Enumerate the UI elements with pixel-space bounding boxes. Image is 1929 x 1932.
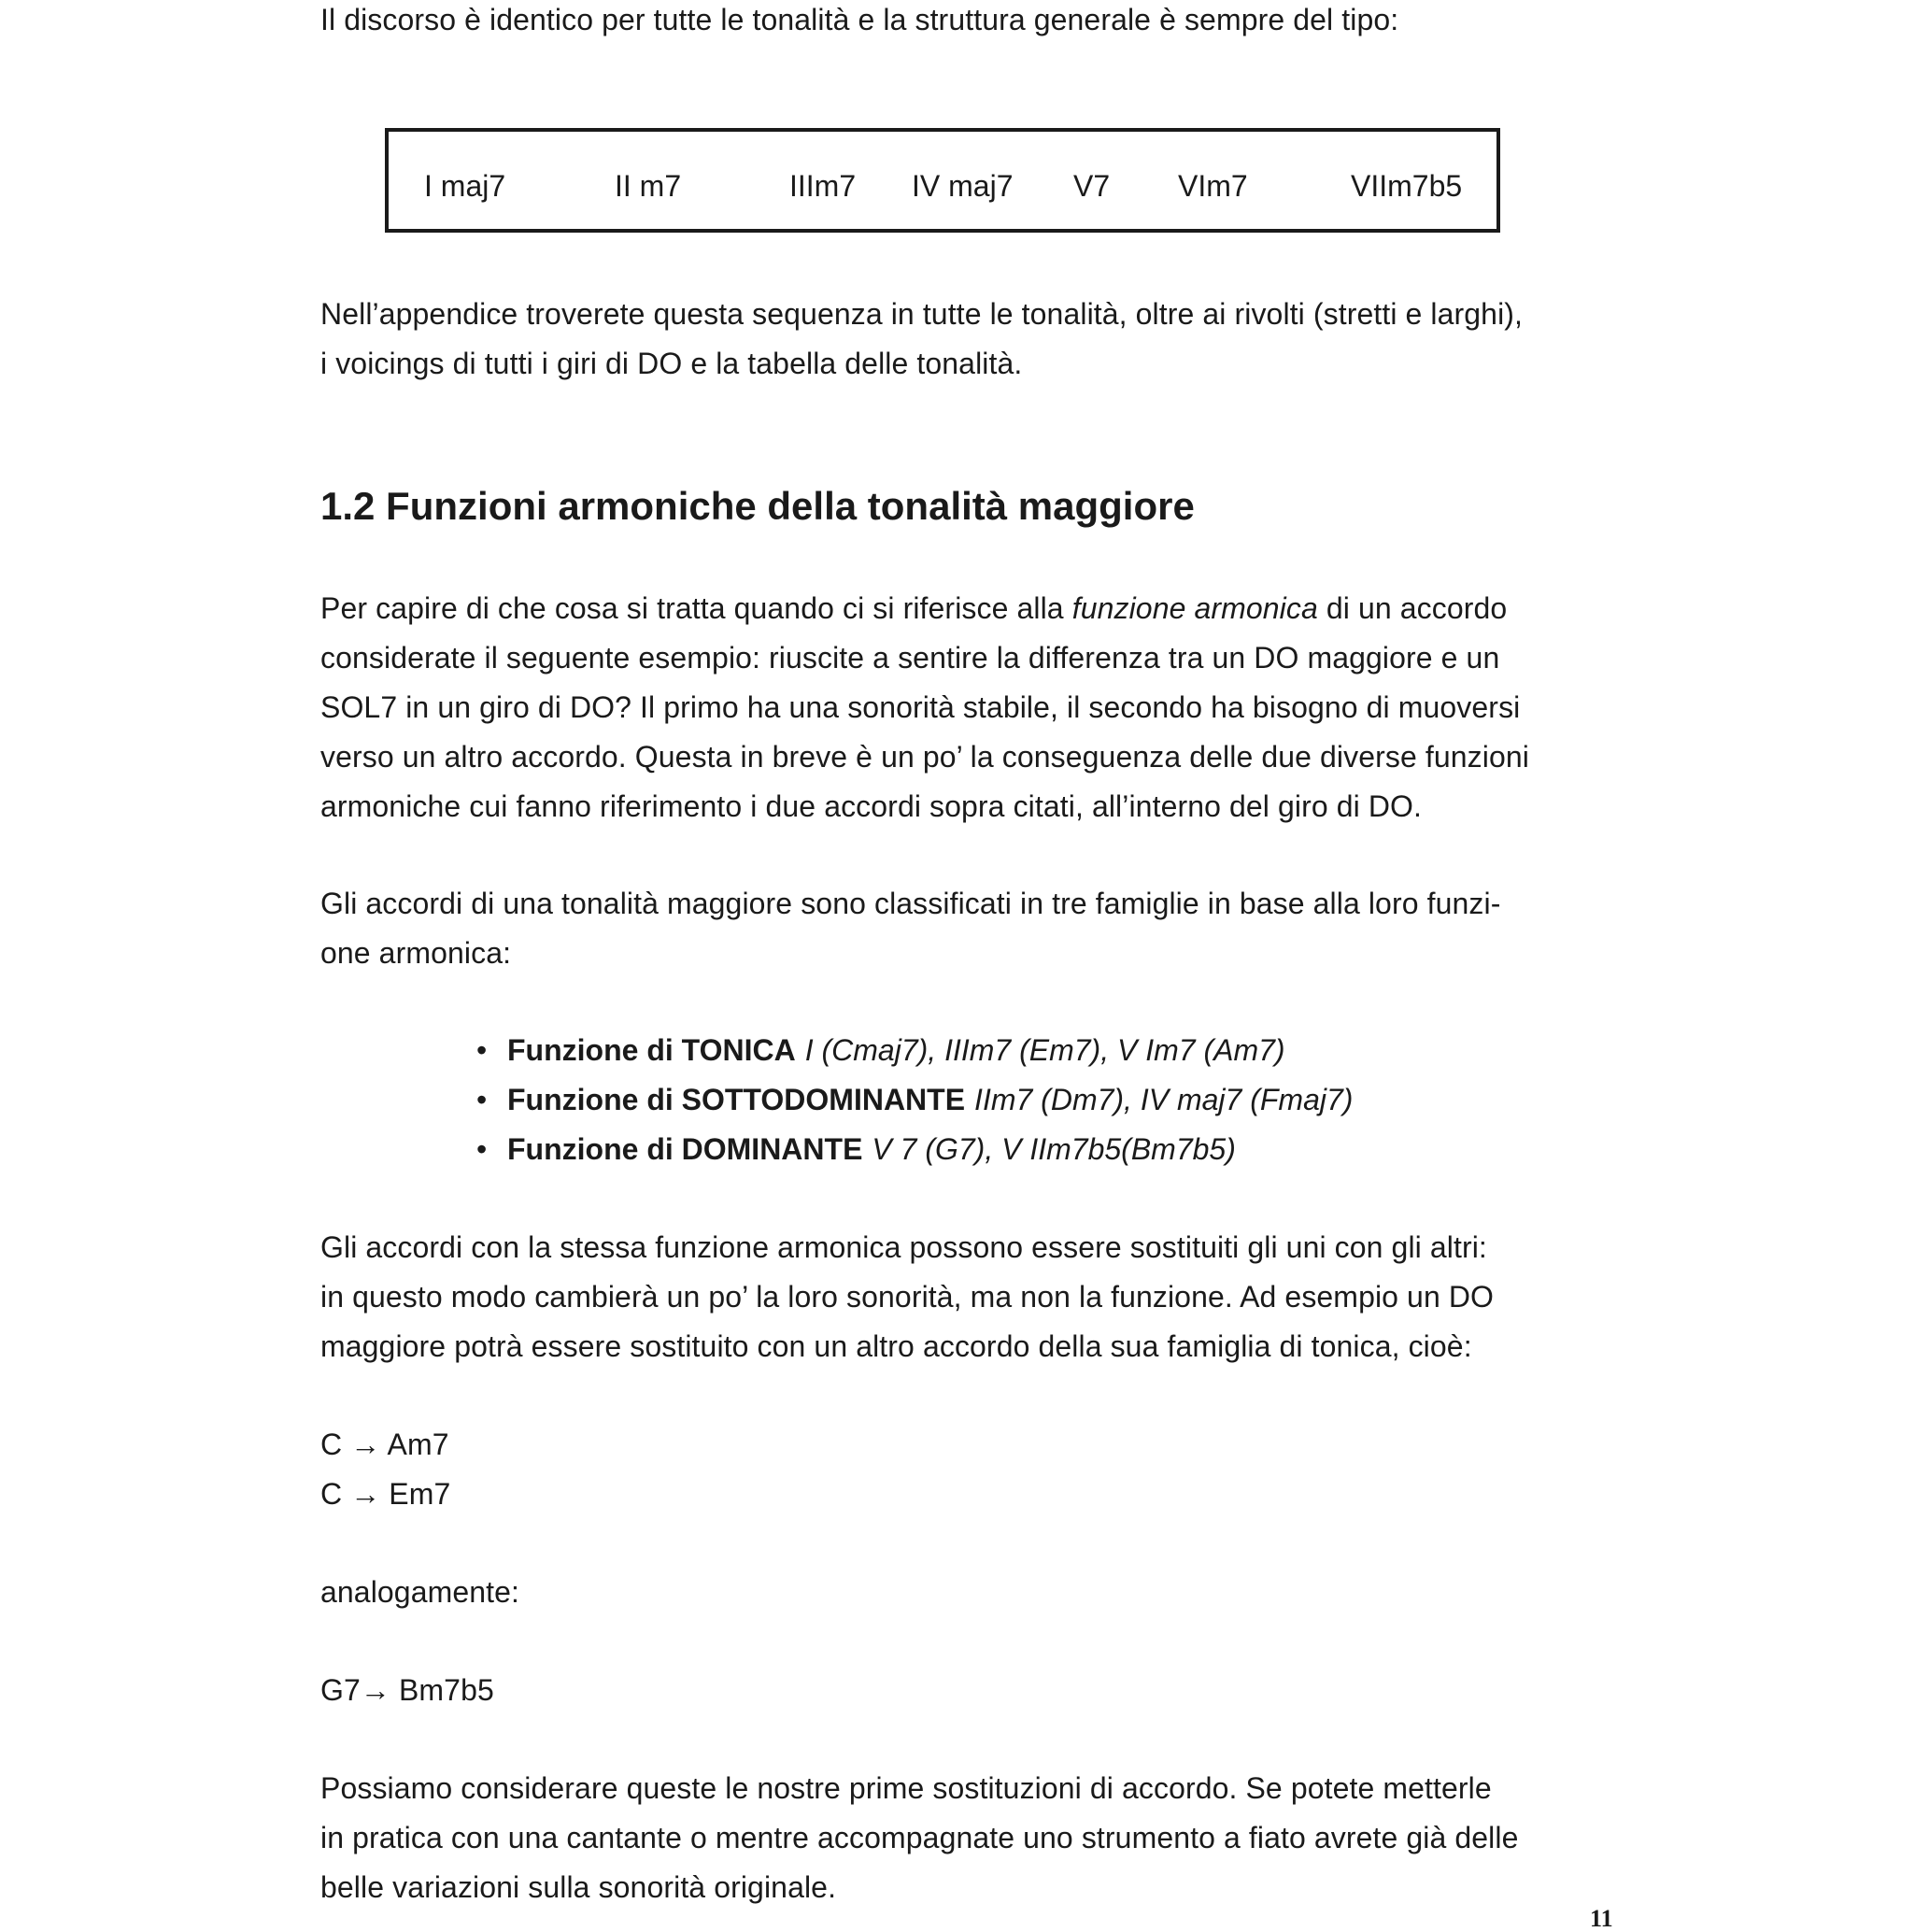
paragraph-line: belle variazioni sulla sonorità originale. — [320, 1870, 837, 1904]
chord-degree-1: I maj7 — [424, 169, 506, 203]
paragraph-line — [320, 584, 1529, 633]
function-name: Funzione di TONICA — [507, 1033, 796, 1067]
function-chords: V 7 (G7), V IIm7b5(Bm7b5) — [872, 1132, 1236, 1166]
substitution-line: C → Em7 — [320, 1477, 451, 1511]
list-item-tonic — [476, 1031, 1285, 1069]
italic-term: funzione armonica — [1071, 591, 1318, 625]
list-item-subdominant — [476, 1081, 1353, 1118]
substitution-line: C → Am7 — [320, 1428, 449, 1461]
function-chords: IIm7 (Dm7), IV maj7 (Fmaj7) — [974, 1083, 1354, 1116]
section-heading: 1.2 Funzioni armoniche della tonalità maggiore — [320, 484, 1195, 528]
intro-line: Il discorso è identico per tutte le tonalità e la struttura generale è sempre del tipo: — [320, 3, 1399, 36]
paragraph-substitution — [320, 1223, 1494, 1371]
chord-degree-2: II m7 — [615, 169, 682, 203]
chord-sequence-box — [385, 128, 1500, 233]
paragraph-conclusion — [320, 1764, 1519, 1912]
paragraph-line: in questo modo cambierà un po’ la loro sonorità, ma non la funzione. Ad esempio un DO — [320, 1280, 1495, 1314]
bullet-icon: • — [476, 1132, 488, 1166]
paragraph-line: armoniche cui fanno riferimento i due accordi sopra citati, all’interno del giro di DO. — [320, 789, 1423, 823]
page-number: 11 — [1590, 1905, 1613, 1932]
function-chords: I (Cmaj7), IIIm7 (Em7), V Im7 (Am7) — [804, 1033, 1285, 1067]
paragraph-line: Gli accordi di una tonalità maggiore sono classificati in tre famiglie in base alla loro funzi- — [320, 887, 1501, 920]
paragraph-line: considerate il seguente esempio: riuscite a sentire la differenza tra un DO maggiore e un — [320, 641, 1500, 675]
chord-degree-7: VIIm7b5 — [1351, 169, 1463, 203]
chord-degree-4: IV maj7 — [912, 169, 1014, 203]
paragraph-line: in pratica con una cantante o mentre accompagnate uno strumento a fiato avrete già delle — [320, 1821, 1519, 1854]
chord-degree-5: V7 — [1073, 169, 1111, 203]
analog-label: analogamente: — [320, 1575, 520, 1609]
function-name: Funzione di DOMINANTE — [507, 1132, 863, 1166]
paragraph-line: SOL7 in un giro di DO? Il primo ha una sonorità stabile, il secondo ha bisogno di muoversi — [320, 690, 1521, 724]
paragraph-line: maggiore potrà essere sostituito con un altro accordo della sua famiglia di tonica, cioè: — [320, 1329, 1472, 1363]
chord-degree-6: VIm7 — [1178, 169, 1248, 203]
bullet-icon: • — [476, 1083, 488, 1116]
appendix-paragraph — [320, 290, 1523, 389]
chord-degree-3: IIIm7 — [789, 169, 857, 203]
list-item-dominant — [476, 1130, 1236, 1168]
paragraph-families — [320, 879, 1500, 978]
paragraph-line: Nell’appendice troverete questa sequenza in tutte le tonalità, oltre ai rivolti (stretti e larghi), — [320, 297, 1524, 331]
function-name: Funzione di SOTTODOMINANTE — [507, 1083, 966, 1116]
text-run: di un accordo — [1317, 591, 1508, 625]
paragraph-line: Possiamo considerare queste le nostre prime sostituzioni di accordo. Se potete metterle — [320, 1771, 1492, 1805]
paragraph-line: Gli accordi con la stessa funzione armonica possono essere sostituiti gli uni con gli altri: — [320, 1230, 1487, 1264]
dominant-substitution: G7→ Bm7b5 — [320, 1673, 494, 1707]
paragraph-line: i voicings di tutti i giri di DO e la tabella delle tonalità. — [320, 347, 1023, 380]
paragraph-harmonic-function — [320, 584, 1529, 831]
tonic-substitutions — [320, 1420, 450, 1519]
text-run: Per capire di che cosa si tratta quando ci si riferisce alla — [320, 591, 1072, 625]
paragraph-line: one armonica: — [320, 936, 512, 970]
paragraph-line: verso un altro accordo. Questa in breve è un po’ la conseguenza delle due diverse funzioni — [320, 740, 1529, 774]
bullet-icon: • — [476, 1033, 488, 1067]
